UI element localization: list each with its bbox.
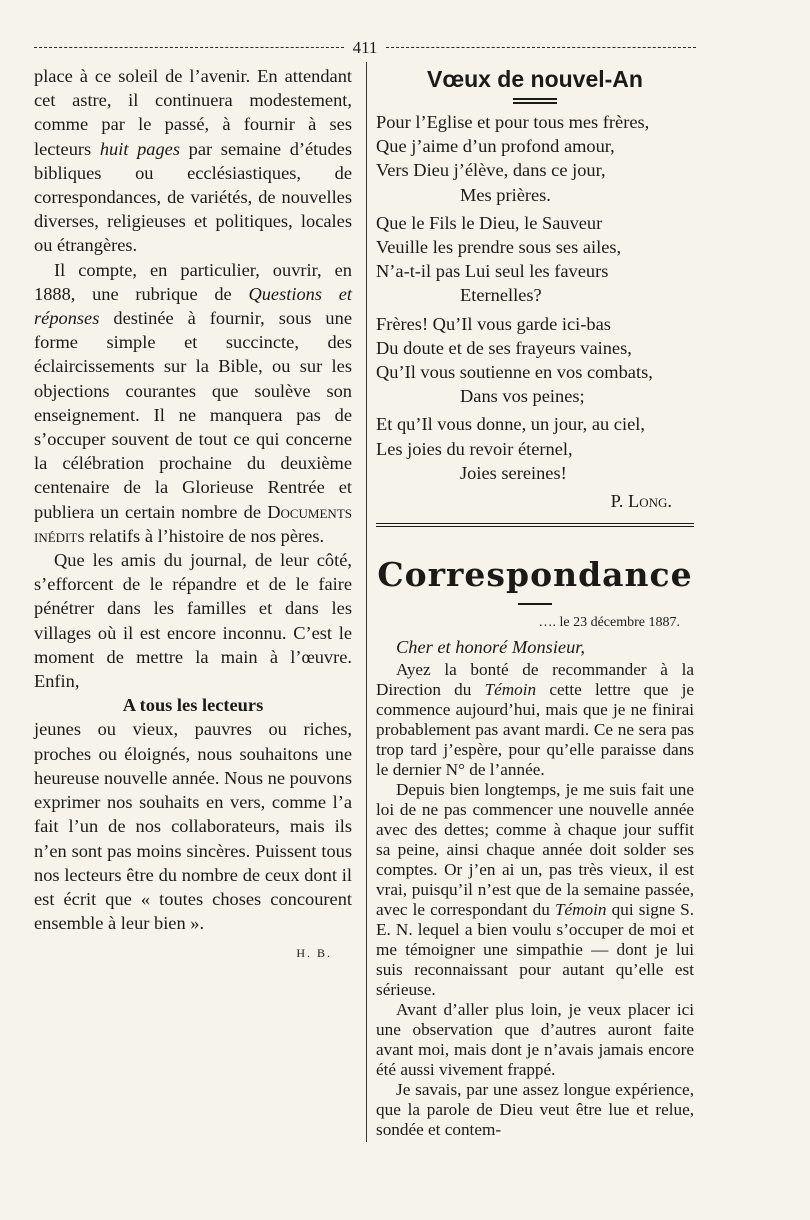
- verse-line: Joies sereines!: [460, 462, 567, 483]
- text: qui signe S. E. N. lequel a bien voulu s’occuper de moi et me témoigner une simpathie — dont je lui suis reconnaissant pour autant qu’elle est sérieuse.: [376, 899, 695, 999]
- paragraph: [376, 780, 694, 1000]
- signature: H. B.: [296, 946, 332, 961]
- italic-text: Témoin: [554, 899, 607, 919]
- paragraph: Que les amis du journal, de leur côté, s’efforcent de le répandre et de le faire pénétrer dans les familles et dans les villages où il est encore inconnu. C’est le moment de mettre la main à l’œuvre. Enfin,: [34, 550, 352, 692]
- verse-line: Dans vos peines;: [460, 386, 585, 407]
- paragraph: [34, 64, 352, 258]
- page-header: [34, 38, 696, 58]
- right-column: [376, 64, 694, 1140]
- text: Il compte, en particulier, ouvrir, en 1888, une rubrique de: [34, 259, 352, 304]
- italic-text: Témoin: [484, 679, 537, 699]
- verse-line: Mes prières.: [460, 184, 551, 205]
- title-dash: [518, 603, 552, 605]
- poem-stanza: [376, 211, 694, 308]
- text: Ayez la bonté de recommander à la Direction du: [376, 659, 694, 699]
- verse-line: Pour l’Eglise et pour tous mes frères,: [376, 112, 650, 132]
- letter-salutation: Cher et honoré Monsieur,: [396, 637, 585, 658]
- italic-text: Questions et réponses: [34, 283, 352, 329]
- verse-line: Veuille les prendre sous ses ailes,: [376, 237, 622, 258]
- section-heading: A tous les lecteurs: [122, 695, 264, 716]
- header-rule-right: [386, 47, 696, 48]
- text: par semaine d’études bibliques ou ecclésiastiques, de correspondances, de variétés, de nouvelles diverses, religieuses et politiques, locales ou étrangères.: [34, 138, 352, 256]
- paragraph: jeunes ou vieux, pauvres ou riches, proches ou éloignés, nous souhaitons une heureuse nouvelle année. Nous ne pouvons exprimer nos souhaits en vers, comme l’a fait l’un de nos collaborateurs, mais ils n’en sont pas moins sincères. Puissent tous nos lecteurs être du nombre de ceux dont il est écrit que « toutes choses concourent ensemble à leur bien ».: [34, 719, 352, 934]
- verse-line: Qu’Il vous soutienne en vos combats,: [376, 362, 653, 383]
- verse-line: Eternelles?: [460, 285, 542, 306]
- left-column: [34, 64, 352, 966]
- poem-stanza: [376, 110, 694, 207]
- verse-line: Frères! Qu’Il vous garde ici-bas: [376, 313, 611, 334]
- section-separator: [376, 523, 694, 527]
- text: Depuis bien longtemps, je me suis fait une loi de ne pas commencer une nouvelle année avec des dettes; comme à chaque jour suffit sa peine, ainsi chaque année doit solder ses comptes. Or j’en ai un, pas très vieux, il est vrai, puisqu’il n’est que de la semaine passée, avec le correspondant du: [376, 779, 694, 919]
- text: place à ce soleil de l’avenir. En attendant cet astre, il continuera modestement, comme par le passé, à fournir à ses lecteurs: [34, 66, 352, 159]
- correspondence-title: Correspondance: [377, 555, 693, 595]
- author-initial: P.: [610, 491, 624, 512]
- header-rule-left: [34, 47, 344, 48]
- poem-stanza: [376, 312, 694, 409]
- text: destinée à fournir, sous une forme simple et succincte, des éclaircissements sur la Bible, ou sur les objections courantes que soulève son enseignement. Il ne manquera pas de s’occuper souvent de tout ce qui concerne la célébration prochaine du deuxième centenaire de la Glorieuse Rentrée et publiera un certain nombre de: [34, 308, 352, 522]
- text: relatifs à l’histoire de nos pères.: [89, 525, 325, 546]
- verse-line: Que le Fils le Dieu, le Sauveur: [376, 212, 603, 233]
- poem-stanza: [376, 412, 694, 485]
- verse-line: Vers Dieu j’élève, dans ce jour,: [376, 160, 606, 181]
- verse-line: Et qu’Il vous donne, un jour, au ciel,: [376, 414, 645, 435]
- verse-line: Les joies du revoir éternel,: [376, 438, 573, 459]
- author-name: Long.: [628, 491, 672, 512]
- small-caps-text: Documents inédits: [34, 501, 352, 546]
- page-number: 411: [352, 38, 378, 57]
- verse-line: Du doute et de ses frayeurs vaines,: [376, 337, 632, 358]
- text: cette lettre que je commence aujourd’hui, mais que je ne finirai probablement pas avant mardi. Ce ne sera pas trop tard j’espère, pour qu’elle paraisse dans le dernier N° de l’année.: [376, 679, 695, 779]
- paragraph: [376, 660, 694, 780]
- column-divider: [366, 62, 367, 1142]
- paragraph: Avant d’aller plus loin, je veux placer ici une observation que d’autres auront faite avant moi, mais dont je n’avais jamais encore été aussi vivement frappé.: [376, 999, 694, 1079]
- verse-line: N’a-t-il pas Lui seul les faveurs: [376, 261, 609, 282]
- letter-date: …. le 23 décembre 1887.: [538, 615, 680, 631]
- poem-title: Vœux de nouvel-An: [427, 66, 643, 92]
- poem-author: [376, 489, 694, 513]
- paragraph: [34, 258, 352, 548]
- italic-text: huit pages: [99, 138, 181, 159]
- title-ornament: [513, 98, 557, 104]
- verse-line: Que j’aime d’un profond amour,: [376, 136, 615, 157]
- paragraph: Je savais, par une assez longue expérience, que la parole de Dieu veut être lue et relue, sondée et contem-: [376, 1079, 694, 1139]
